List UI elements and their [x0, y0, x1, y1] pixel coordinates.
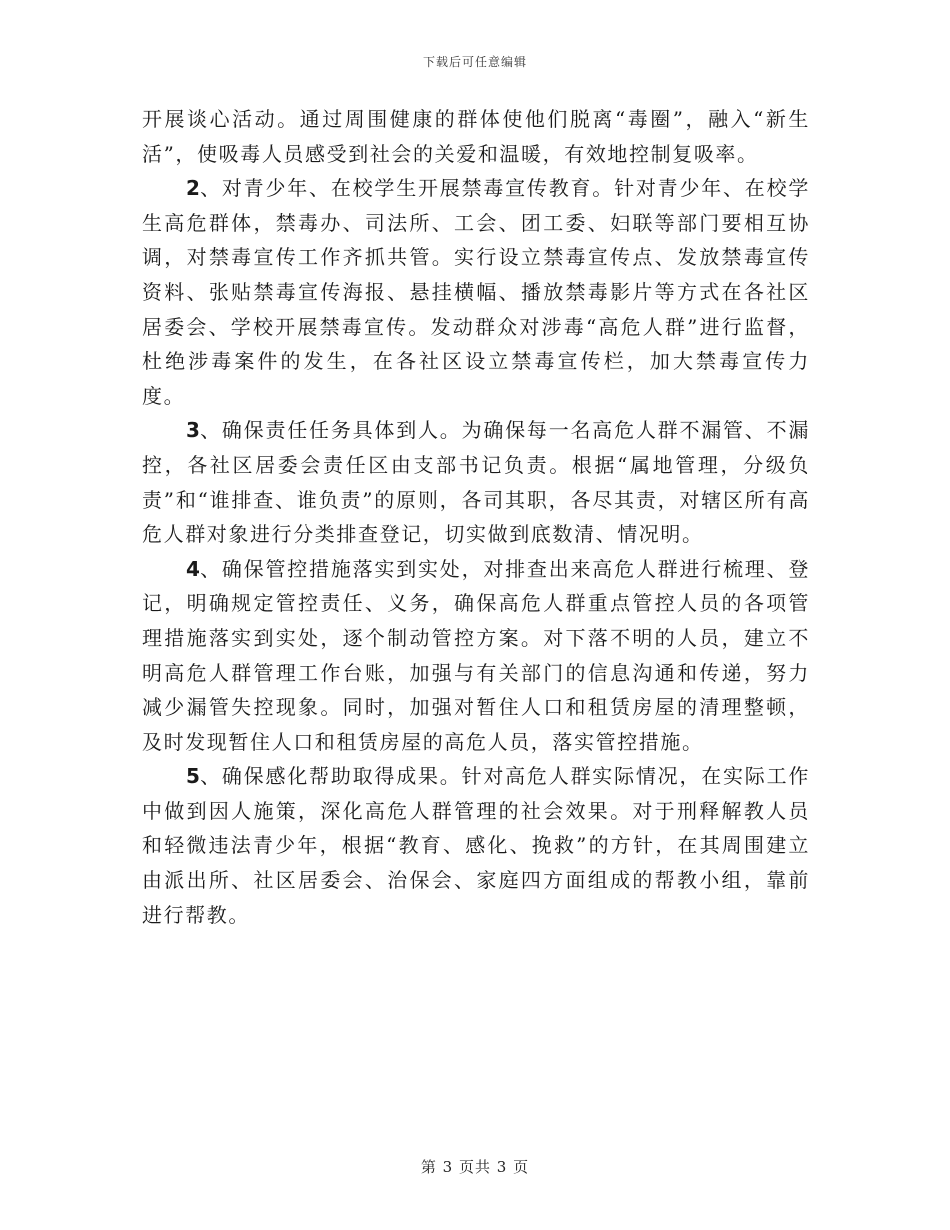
item-number: 5	[186, 764, 200, 789]
item-number: 3	[186, 418, 200, 443]
item-number: 4	[186, 556, 200, 581]
paragraph-text: 开展谈心活动。通过周围健康的群体使他们脱离“毒圈”，融入“新生活”，使吸毒人员感受到社会的关爱和温暖，有效地控制复吸率。	[142, 107, 810, 166]
paragraph-item-5	[142, 759, 810, 932]
paragraph-text: 、确保责任任务具体到人。为确保每一名高危人群不漏管、不漏控，各社区居委会责任区由支部书记负责。根据“属地管理，分级负责”和“谁排查、谁负责”的原则，各司其职，各尽其责，对辖区所有高危人群对象进行分类排查登记，切实做到底数清、情况明。	[142, 418, 810, 547]
paragraph-item-3	[142, 413, 810, 551]
page-footer: 第 3 页共 3 页	[420, 1158, 530, 1176]
paragraph-item-4	[142, 552, 810, 760]
item-number: 2	[186, 176, 200, 201]
paragraph-text: 、确保感化帮助取得成果。针对高危人群实际情况，在实际工作中做到因人施策，深化高危人群管理的社会效果。对于刑释解教人员和轻微违法青少年，根据“教育、感化、挽救”的方针，在其周围建立由派出所、社区居委会、治保会、家庭四方面组成的帮教小组，靠前进行帮教。	[142, 764, 810, 927]
paragraph-text: 、对青少年、在校学生开展禁毒宣传教育。针对青少年、在校学生高危群体，禁毒办、司法所、工会、团工委、妇联等部门要相互协调，对禁毒宣传工作齐抓共管。实行设立禁毒宣传点、发放禁毒宣传资料、张贴禁毒宣传海报、悬挂横幅、播放禁毒影片等方式在各社区居委会、学校开展禁毒宣传。发动群众对涉毒“高危人群”进行监督，杜绝涉毒案件的发生，在各社区设立禁毒宣传栏，加大禁毒宣传力度。	[142, 176, 810, 408]
paragraph-item-2	[142, 171, 810, 413]
document-body	[142, 102, 810, 932]
page-header: 下载后可任意编辑	[422, 55, 527, 69]
paragraph-text: 、确保管控措施落实到实处，对排查出来高危人群进行梳理、登记，明确规定管控责任、义务，确保高危人群重点管控人员的各项管理措施落实到实处，逐个制动管控方案。对下落不明的人员，建立不明高危人群管理工作台账，加强与有关部门的信息沟通和传递，努力减少漏管失控现象。同时，加强对暂住人口和租赁房屋的清理整顿，及时发现暂住人口和租赁房屋的高危人员，落实管控措施。	[142, 556, 810, 754]
paragraph-continuation	[142, 102, 810, 171]
